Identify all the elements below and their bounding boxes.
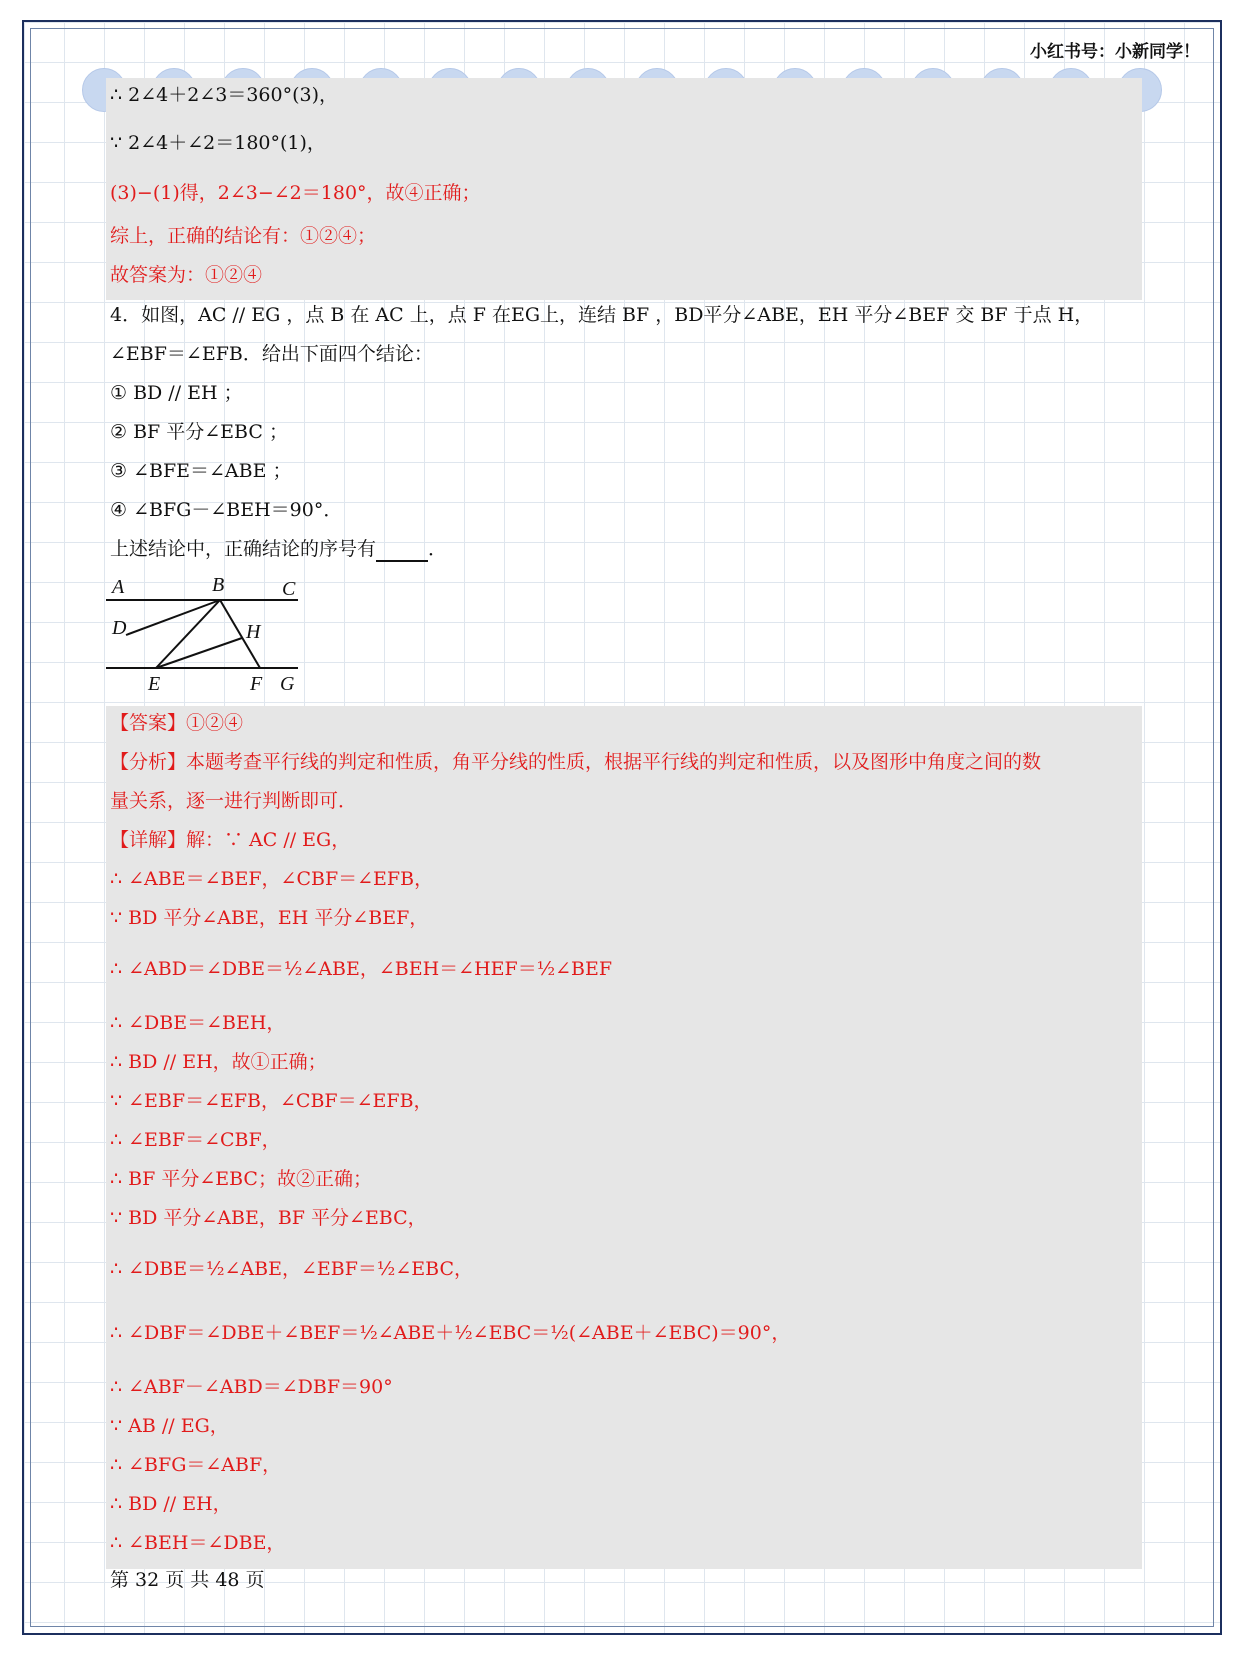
detail-line-13: ∴ ∠ABF－∠ABD＝∠DBF＝90° — [110, 1376, 393, 1398]
answer-line: 【答案】①②④ — [110, 712, 244, 734]
detail-line-9: ∴ BF 平分∠EBC；故②正确； — [110, 1168, 372, 1190]
label-D: D — [112, 617, 127, 639]
detail-line-10: ∵ BD 平分∠ABE，BF 平分∠EBC， — [110, 1207, 427, 1229]
question-number: 4． — [110, 304, 142, 326]
detail-line-8: ∴ ∠EBF＝∠CBF， — [110, 1129, 281, 1151]
detail-line-11: ∴ ∠DBE＝½∠ABE，∠EBF＝½∠EBC， — [110, 1258, 473, 1280]
page-footer: 第 32 页 共 48 页 — [110, 1569, 265, 1591]
label-F: F — [250, 673, 263, 695]
segment-BD — [126, 600, 220, 635]
prev-line-3: (3)−(1)得，2∠3−∠2＝180°，故④正确； — [110, 182, 481, 204]
option-1: ① BD // EH ； — [110, 382, 243, 404]
detail-line-2: ∴ ∠ABE＝∠BEF，∠CBF＝∠EFB， — [110, 868, 434, 890]
prev-line-2: ∵ 2∠4＋∠2＝180°(1)， — [110, 132, 326, 154]
geometry-figure — [104, 575, 314, 695]
prev-line-1: ∴ 2∠4＋2∠3＝360°(3)， — [110, 84, 339, 106]
analysis-line-1: 【分析】本题考查平行线的判定和性质，角平分线的性质，根据平行线的判定和性质，以及图形中角度之间的数 — [110, 751, 1042, 773]
prev-line-5: 故答案为：①②④ — [110, 264, 263, 286]
detail-line-3: ∵ BD 平分∠ABE，EH 平分∠BEF， — [110, 907, 429, 929]
option-4: ④ ∠BFG－∠BEH＝90°． — [110, 499, 343, 521]
answer-blank — [376, 542, 428, 562]
detail-line-6: ∴ BD // EH，故①正确； — [110, 1051, 327, 1073]
option-3: ③ ∠BFE＝∠ABE ； — [110, 460, 292, 482]
label-C: C — [282, 578, 296, 600]
label-H: H — [246, 621, 261, 643]
detail-line-17: ∴ ∠BEH＝∠DBE， — [110, 1532, 286, 1554]
detail-line-14: ∵ AB // EG， — [110, 1415, 229, 1437]
analysis-line-2: 量关系，逐一进行判断即可． — [110, 790, 358, 812]
label-G: G — [280, 673, 295, 695]
question-stem-line-2: ∠EBF＝∠EFB．给出下面四个结论： — [110, 343, 433, 365]
detail-line-5: ∴ ∠DBE＝∠BEH， — [110, 1012, 286, 1034]
prev-line-4: 综上，正确的结论有：①②④； — [110, 225, 377, 247]
question-ask — [110, 536, 447, 562]
detail-line-15: ∴ ∠BFG＝∠ABF， — [110, 1454, 282, 1476]
question-stem-line-1 — [110, 302, 1093, 328]
detail-line-4: ∴ ∠ABD＝∠DBE＝½∠ABE，∠BEH＝∠HEF＝½∠BEF — [110, 958, 613, 980]
label-B: B — [212, 575, 225, 596]
ask-end: ． — [428, 538, 448, 560]
label-A: A — [112, 576, 125, 598]
option-2: ② BF 平分∠EBC ； — [110, 421, 288, 443]
detail-line-16: ∴ BD // EH， — [110, 1493, 232, 1515]
detail-line-1: 【详解】解：∵ AC // EG， — [110, 829, 351, 851]
ask-text: 上述结论中，正确结论的序号有 — [110, 538, 377, 560]
detail-line-12: ∴ ∠DBF＝∠DBE＋∠BEF＝½∠ABE＋½∠EBC＝½(∠ABE＋∠EBC)＝90°， — [110, 1322, 791, 1344]
watermark: 小红书号：小新同学！ — [1030, 42, 1200, 62]
label-E: E — [148, 673, 161, 695]
detail-line-7: ∵ ∠EBF＝∠EFB，∠CBF＝∠EFB， — [110, 1090, 433, 1112]
question-stem-text: 如图，AC // EG ，点 B 在 AC 上，点 F 在EG上，连结 BF ，BD平分∠ABE，EH 平分∠BEF 交 BF 于点 H， — [141, 304, 1094, 326]
